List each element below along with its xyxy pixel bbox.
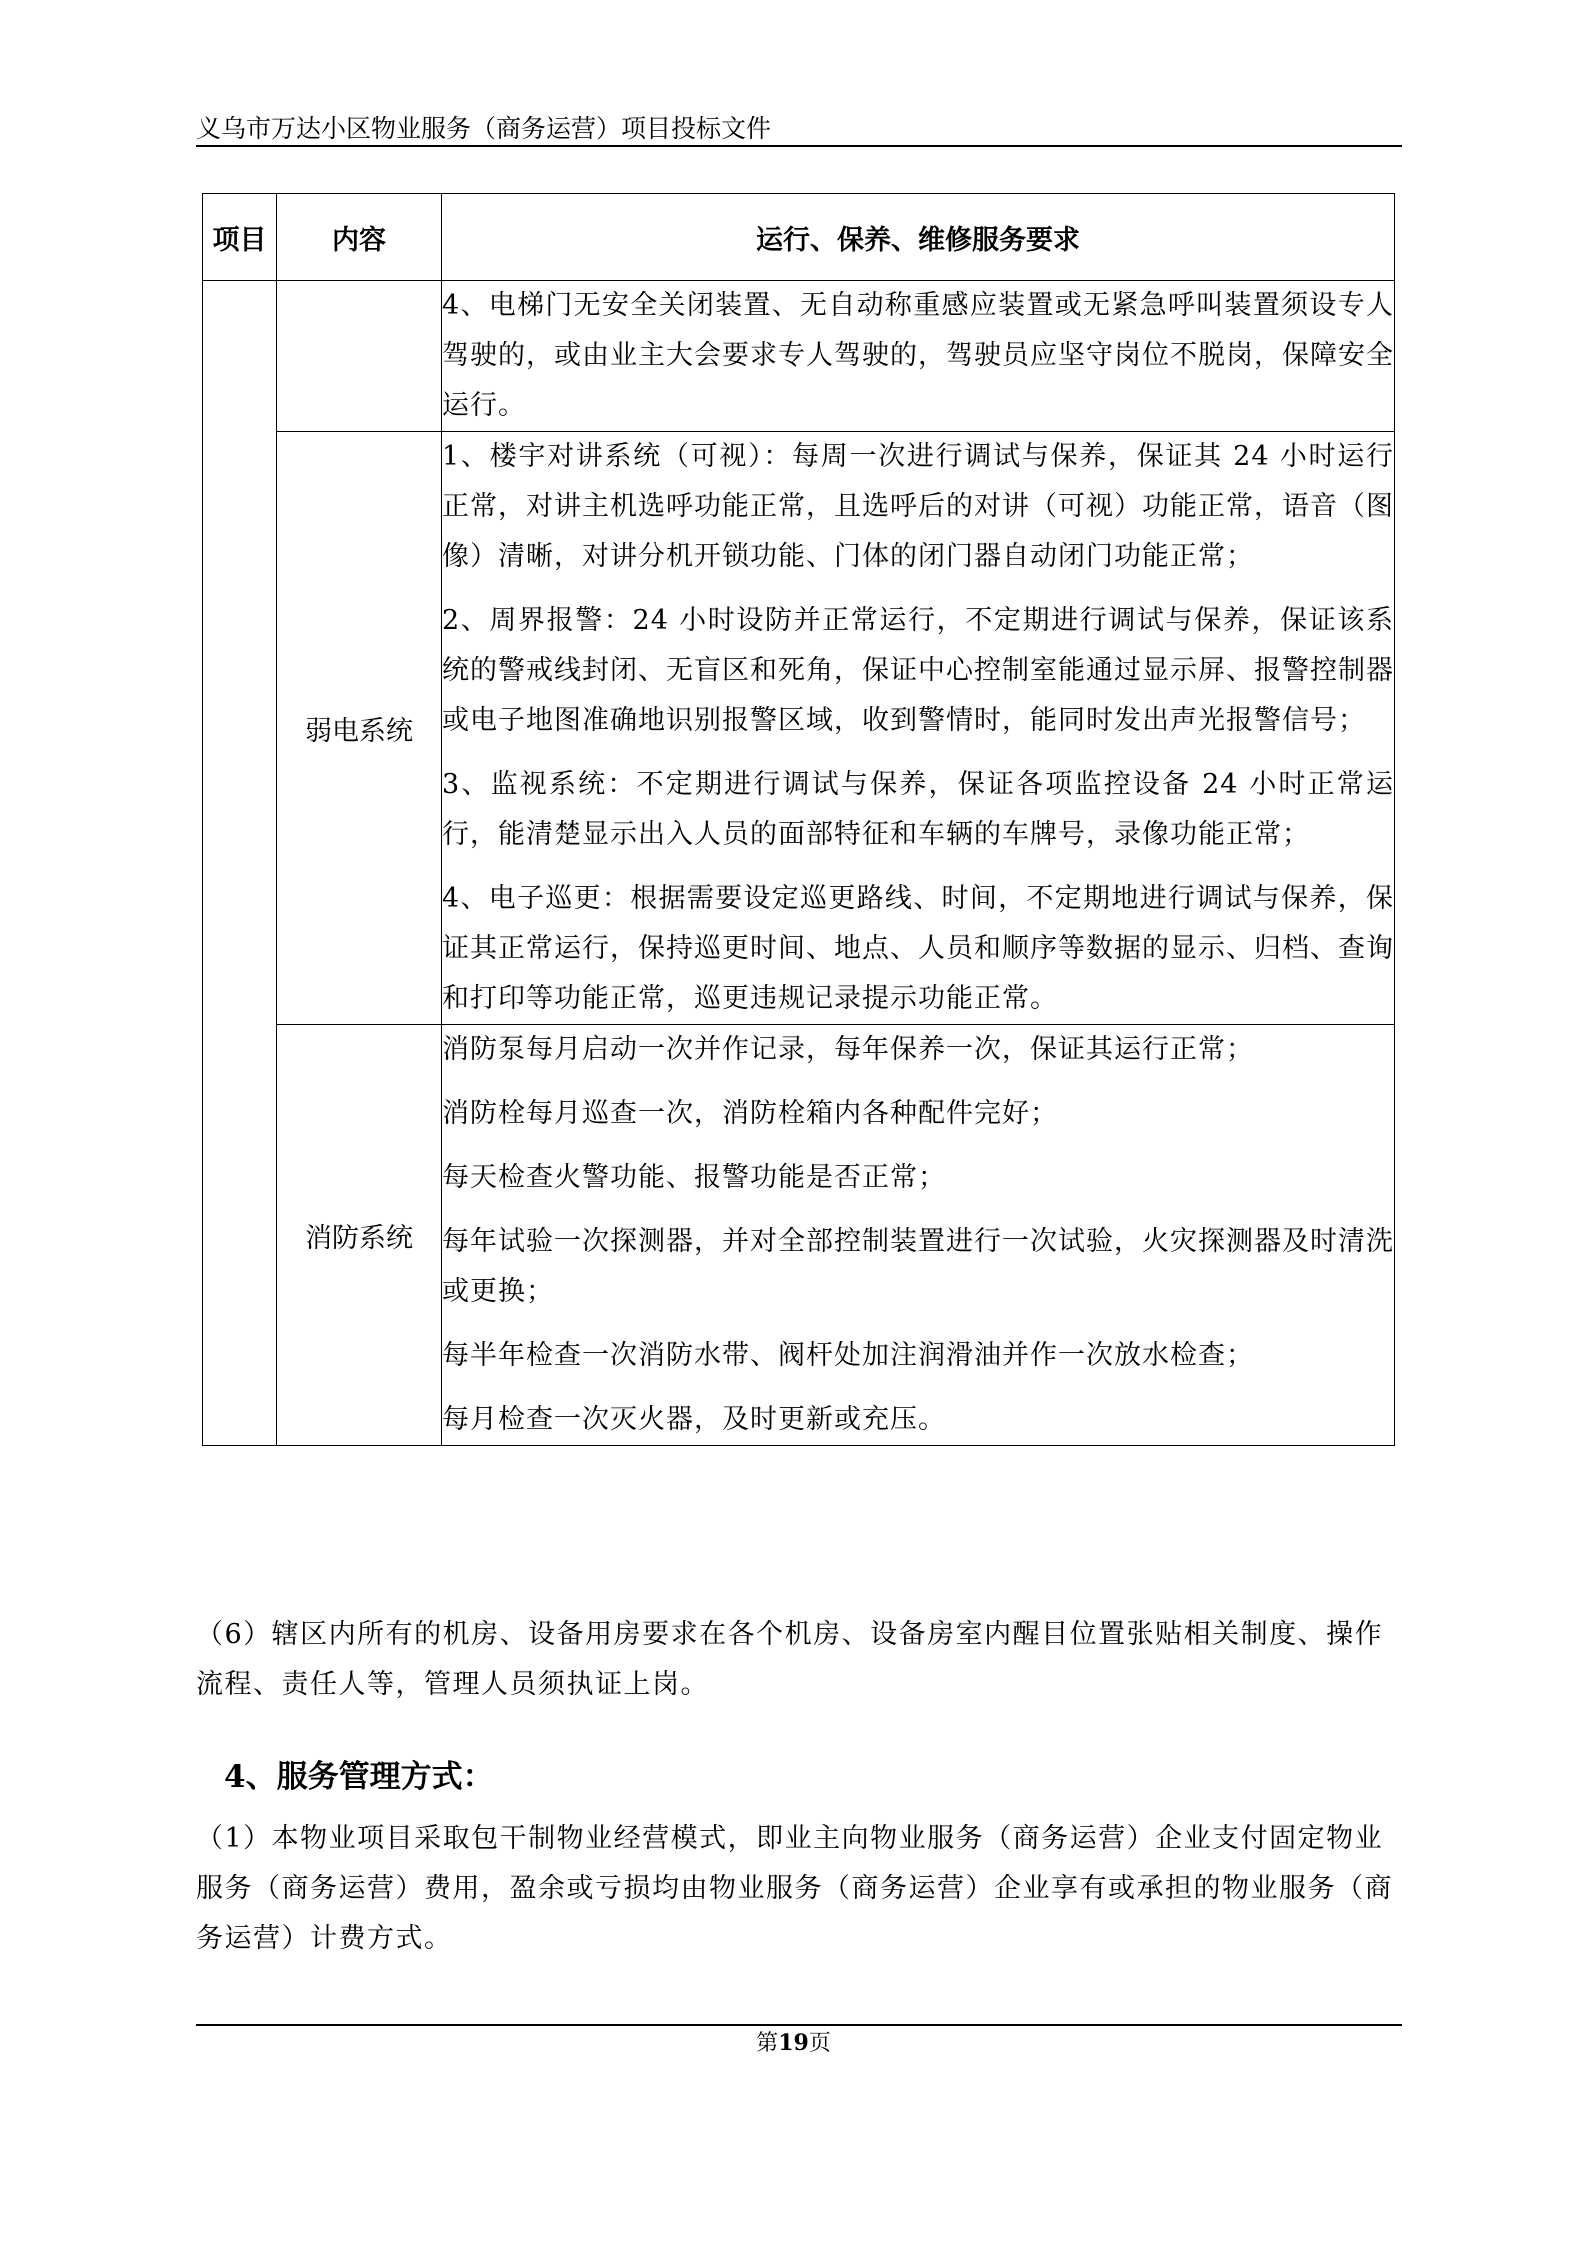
section-4-paragraph-1: （1）本物业项目采取包干制物业经营模式，即业主向物业服务（商务运营）企业支付固定物业服务（商务运营）费用，盈余或亏损均由物业服务（商务运营）企业享有或承担的物业服务（商务运营）计费方式。	[196, 1823, 1393, 1954]
requirement-item: 每月检查一次灭火器，及时更新或充压。	[442, 1404, 946, 1435]
table-row	[203, 432, 1395, 1025]
column-header-content: 内容	[277, 194, 442, 281]
requirements-cell	[442, 281, 1395, 432]
table-row	[203, 1025, 1395, 1446]
content-cell-fire-protection: 消防系统	[277, 1025, 442, 1446]
table-header-row	[203, 194, 1395, 281]
paragraph-6: （6）辖区内所有的机房、设备用房要求在各个机房、设备房室内醒目位置张贴相关制度、操作流程、责任人等，管理人员须执证上岗。	[196, 1619, 1384, 1700]
requirement-item: 消防泵每月启动一次并作记录，每年保养一次，保证其运行正常；	[442, 1034, 1254, 1065]
footer-divider	[196, 2024, 1402, 2026]
requirement-item: 每年试验一次探测器，并对全部控制装置进行一次试验，火灾探测器及时清洗或更换；	[442, 1226, 1394, 1307]
page-footer	[0, 2028, 1587, 2059]
column-header-requirements: 运行、保养、维修服务要求	[442, 194, 1395, 281]
page-number: 19	[778, 2030, 809, 2056]
content-cell-weak-current: 弱电系统	[277, 432, 442, 1025]
requirement-item: 2、周界报警：24 小时设防并正常运行，不定期进行调试与保养，保证该系统的警戒线封闭、无盲区和死角，保证中心控制室能通过显示屏、报警控制器或电子地图准确地识别报警区域，收到警情时，能同时发出声光报警信号；	[442, 605, 1394, 736]
project-cell-empty	[203, 281, 277, 1446]
requirement-item: 4、电子巡更：根据需要设定巡更路线、时间，不定期地进行调试与保养，保证其正常运行，保持巡更时间、地点、人员和顺序等数据的显示、归档、查询和打印等功能正常，巡更违规记录提示功能正常。	[442, 883, 1394, 1014]
requirement-item: 每半年检查一次消防水带、阀杆处加注润滑油并作一次放水检查；	[442, 1340, 1254, 1371]
document-header: 义乌市万达小区物业服务（商务运营）项目投标文件	[196, 114, 772, 143]
column-header-project: 项目	[203, 194, 277, 281]
page-label-prefix: 第	[756, 2031, 779, 2056]
requirement-item: 每天检查火警功能、报警功能是否正常；	[442, 1162, 946, 1193]
requirement-item: 消防栓每月巡查一次，消防栓箱内各种配件完好；	[442, 1098, 1058, 1129]
requirements-cell	[442, 1025, 1395, 1446]
requirements-cell	[442, 432, 1395, 1025]
table-row	[203, 281, 1395, 432]
section-heading: 4、服务管理方式：	[224, 1759, 494, 1795]
maintenance-requirements-table	[202, 193, 1395, 1446]
page-label-suffix: 页	[808, 2031, 831, 2056]
content-cell-empty	[277, 281, 442, 432]
requirement-item: 1、楼宇对讲系统（可视）：每周一次进行调试与保养，保证其 24 小时运行正常，对讲主机选呼功能正常，且选呼后的对讲（可视）功能正常，语音（图像）清晰，对讲分机开锁功能、门体的闭门器自动闭门功能正常；	[442, 441, 1394, 572]
requirement-item: 4、电梯门无安全关闭装置、无自动称重感应装置或无紧急呼叫装置须设专人驾驶的，或由业主大会要求专人驾驶的，驾驶员应坚守岗位不脱岗，保障安全运行。	[442, 290, 1394, 421]
requirement-item: 3、监视系统：不定期进行调试与保养，保证各项监控设备 24 小时正常运行，能清楚显示出入人员的面部特征和车辆的车牌号，录像功能正常；	[442, 769, 1394, 850]
header-divider	[196, 145, 1402, 147]
